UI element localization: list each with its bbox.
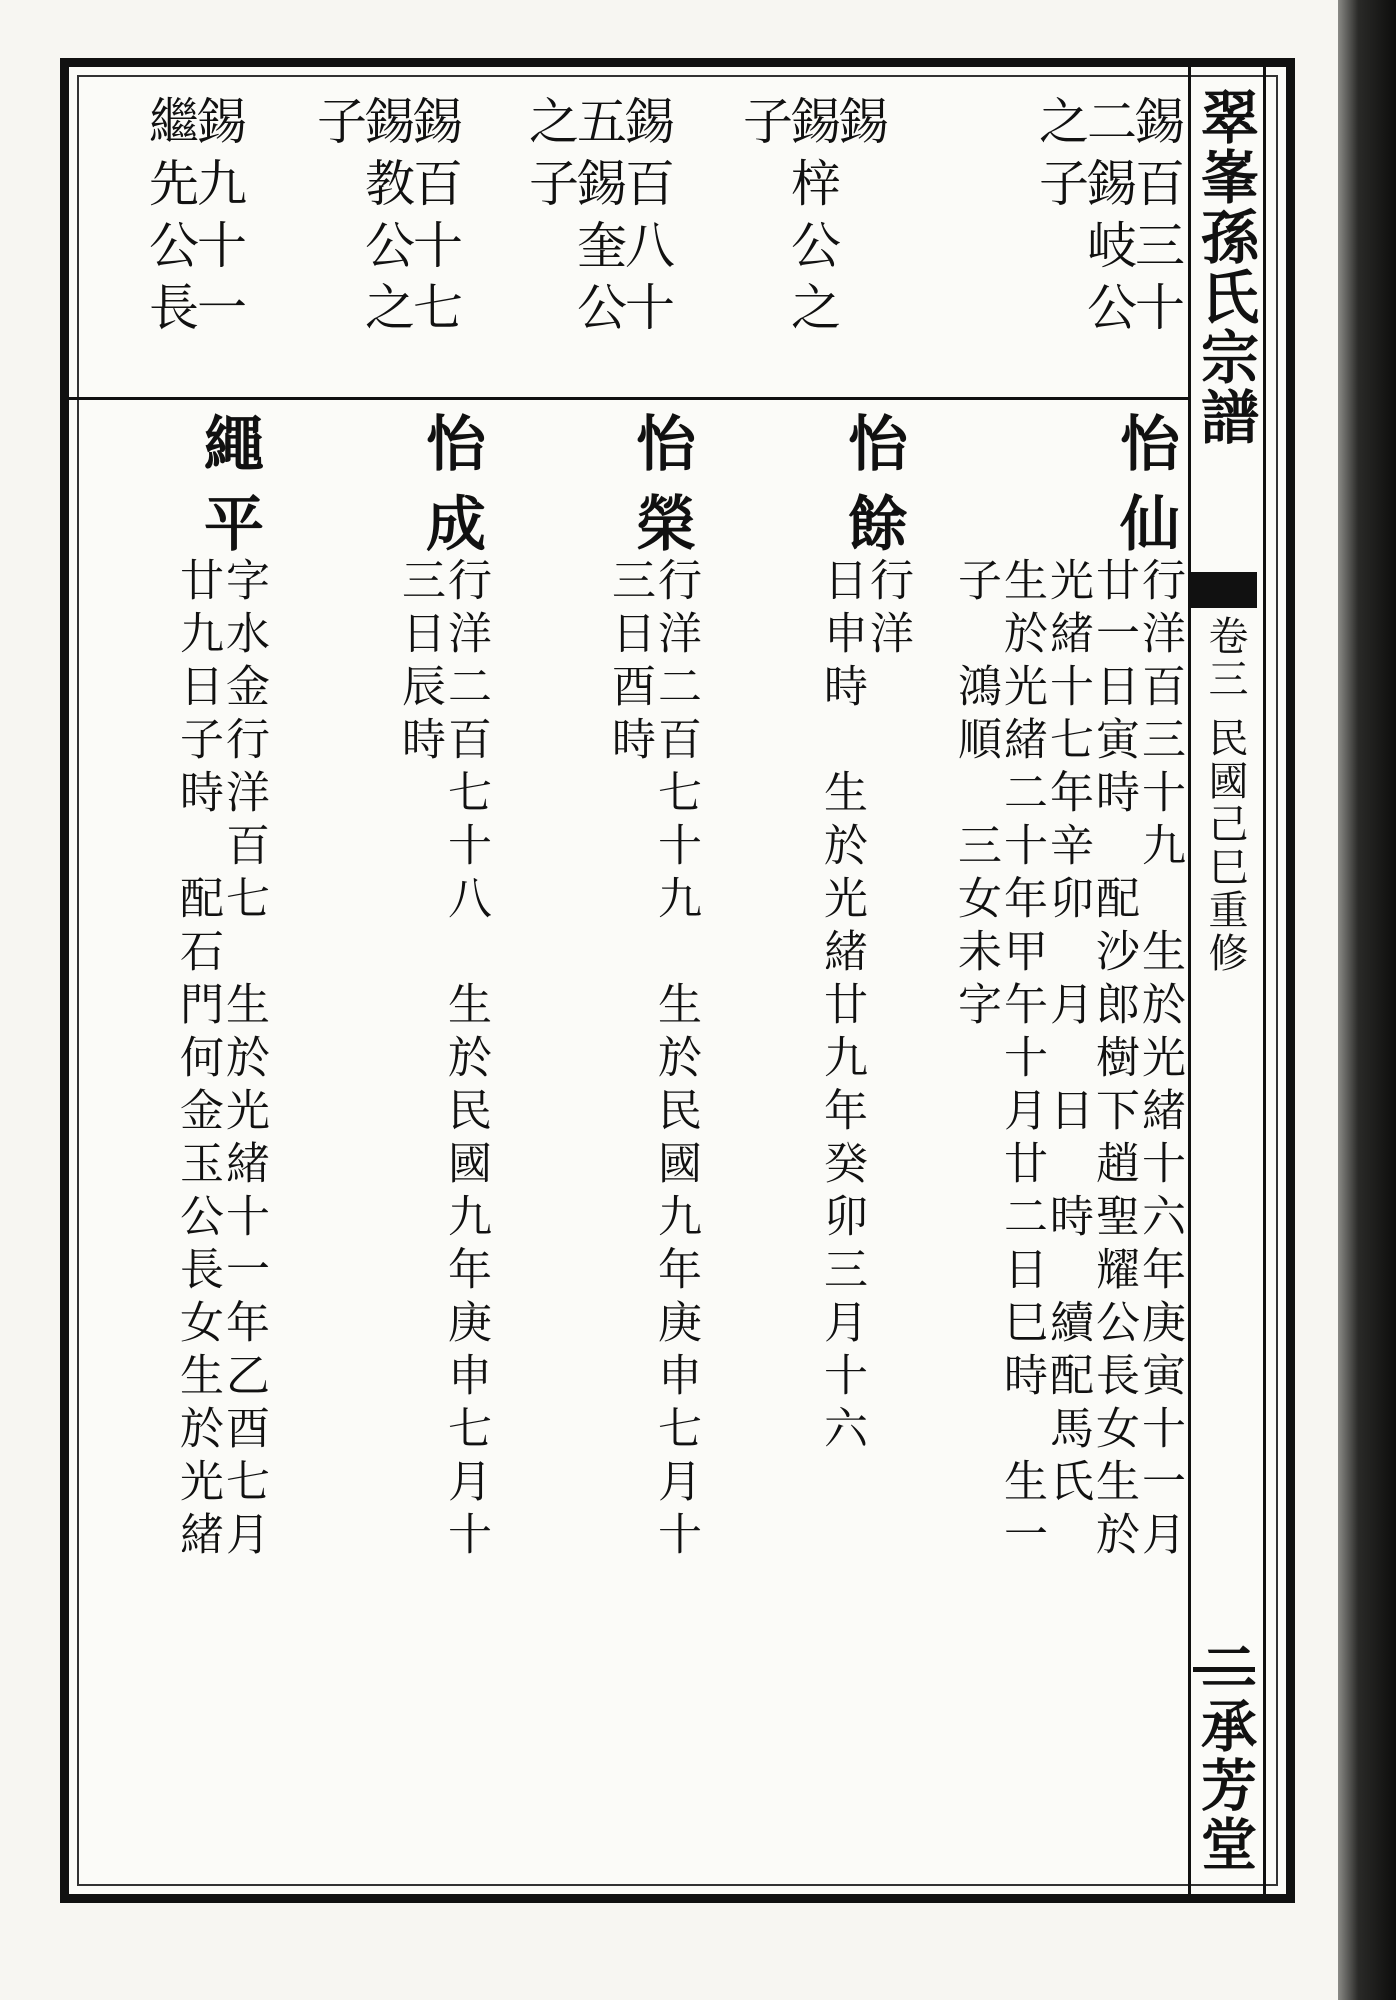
parent-note-line: 二錫岐公 (1079, 95, 1137, 343)
entry-line: 廿九日子時 配石門何金玉公長女生於光緒 (172, 557, 223, 1564)
entry-line: 廿一日寅時 配沙郎樹下趙聖耀公長女生於 (1088, 557, 1139, 1564)
parent-note-line: 之子 (521, 95, 579, 219)
person-name: 繩平 (194, 412, 264, 572)
parent-note-line: 五錫奎公 (569, 95, 627, 343)
parent-note-line: 錫梓公之 (783, 95, 841, 343)
parent-note-line: 之子 (1031, 95, 1089, 219)
entry-line: 字水金行洋百七 生於光緒十一年乙酉七月 (218, 557, 269, 1564)
entry-line: 光緒十七年辛卯 月 日 時 續配馬氏 (1042, 557, 1093, 1511)
center-margin (1188, 67, 1266, 1894)
person-name: 怡榮 (626, 412, 696, 572)
parent-note-line: 繼先公長 (141, 95, 199, 343)
parent-note-line: 錫 (831, 95, 889, 157)
parent-note-line: 子 (309, 95, 367, 157)
parent-note-line: 錫九十一 (189, 95, 247, 343)
register-divider (69, 397, 1188, 400)
person-name: 怡成 (416, 412, 486, 572)
parent-note-line: 錫百十七 (405, 95, 463, 343)
fishtail-marker (1191, 572, 1257, 608)
entry-line: 日申時 生於光緒廿九年癸卯三月十六 (816, 557, 867, 1458)
entry-line: 三日辰時 (394, 557, 445, 769)
volume-edition: 卷三 民國己巳重修 (1202, 615, 1248, 975)
person-name: 怡餘 (838, 412, 908, 572)
entry-line: 子 鴻順 三女未字 (950, 557, 1001, 1034)
entry-line: 行洋百三十九 生於光緒十六年庚寅十一月 (1134, 557, 1185, 1564)
parent-note-line: 錫百八十 (617, 95, 675, 343)
hall-name: 二承芳堂 (1192, 1638, 1258, 1874)
parent-note-line: 錫百三十 (1127, 95, 1185, 343)
entry-line: 行洋 (862, 557, 913, 663)
person-name: 怡仙 (1110, 412, 1180, 572)
book-spine (1338, 0, 1396, 2000)
entry-line: 行洋二百七十九 生於民國九年庚申七月十 (650, 557, 701, 1564)
page-frame (60, 58, 1295, 1903)
parent-note-line: 子 (735, 95, 793, 157)
parent-note-line: 錫教公之 (357, 95, 415, 343)
entry-line: 三日酉時 (604, 557, 655, 769)
entry-line: 生於光緒二十年甲午十月廿二日巳時 生一 (996, 557, 1047, 1564)
entry-line: 行洋二百七十八 生於民國九年庚申七月十 (440, 557, 491, 1564)
book-title: 翠峯孫氏宗譜 (1191, 87, 1259, 447)
